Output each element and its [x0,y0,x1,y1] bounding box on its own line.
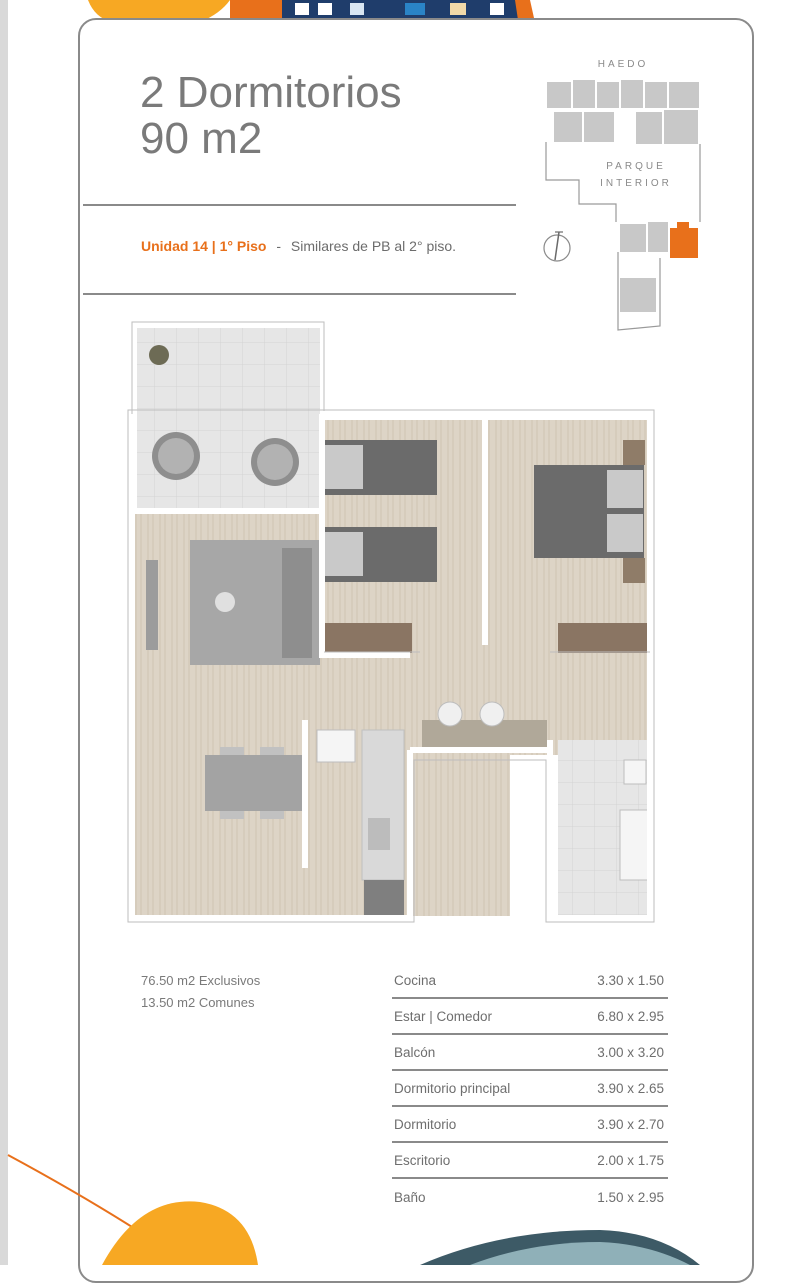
key-map-park-label-2: INTERIOR [600,178,672,189]
key-map-park-label-1: PARQUE [606,161,666,172]
room-row [392,999,668,1035]
divider-bottom [83,293,516,295]
unit-note: Similares de PB al 2° piso. [290,238,457,254]
room-name: Dormitorio [394,1116,457,1132]
area-summary [141,970,260,1014]
room-name: Cocina [394,972,437,988]
unit-label: Unidad 14 | 1° Piso [141,238,267,254]
divider-top [83,204,516,206]
room-size: 1.50 x 2.95 [597,1189,664,1205]
room-name: Baño [394,1189,426,1205]
key-map-street-label: HAEDO [597,59,649,70]
room-size: 3.00 x 3.20 [597,1044,664,1060]
room-size: 6.80 x 2.95 [597,1008,664,1024]
room-row [392,1071,668,1107]
page-edge [0,0,8,1265]
room-row [392,963,668,999]
room-name: Estar | Comedor [394,1008,493,1024]
room-size: 3.90 x 2.65 [597,1080,664,1096]
cover-illustration-bottom [0,1130,800,1265]
room-size: 3.30 x 1.50 [597,972,664,988]
room-name: Balcón [394,1044,436,1060]
compass-icon [544,232,570,261]
title-bedrooms: 2 Dormitorios [140,68,402,117]
floor-plan-drawing [110,320,670,940]
page-title [140,70,402,162]
area-common: 13.50 m2 Comunes [141,995,255,1010]
room-size: 3.90 x 2.70 [597,1116,664,1132]
unit-line [141,238,456,254]
room-size: 2.00 x 1.75 [597,1152,664,1168]
unit-separator: - [276,238,282,254]
area-exclusive: 76.50 m2 Exclusivos [141,973,261,988]
room-name: Dormitorio principal [394,1080,511,1096]
title-area: 90 m2 [140,114,263,163]
room-name: Escritorio [394,1152,451,1168]
location-key-map [536,52,708,342]
room-row [392,1035,668,1071]
